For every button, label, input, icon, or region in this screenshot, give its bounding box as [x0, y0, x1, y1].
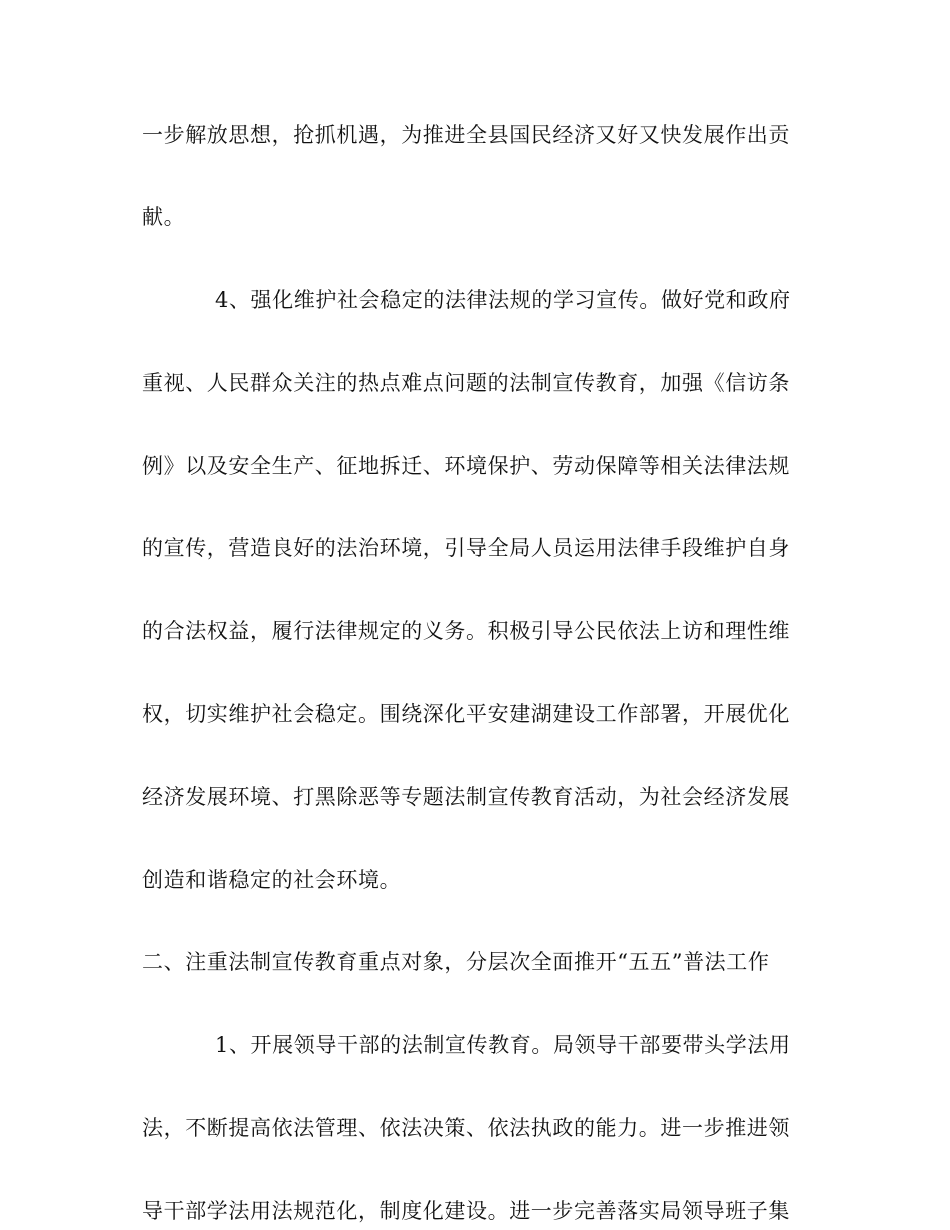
paragraph-line: 的宣传，营造良好的法治环境，引导全局人员运用法律手段维护自身	[142, 536, 790, 560]
paragraph-line: 的合法权益，履行法律规定的义务。积极引导公民依法上访和理性维	[142, 619, 790, 643]
paragraph-line: 创造和谐稳定的社会环境。	[142, 868, 402, 892]
paragraph-line: 4、强化维护社会稳定的法律法规的学习宣传。做好党和政府	[215, 288, 791, 312]
paragraph-line: 权，切实维护社会稳定。围绕深化平安建湖建设工作部署，开展优化	[142, 702, 790, 726]
paragraph-line: 献。	[142, 205, 186, 229]
paragraph-line: 经济发展环境、打黑除恶等专题法制宣传教育活动，为社会经济发展	[142, 785, 790, 809]
paragraph-line: 一步解放思想，抢抓机遇，为推进全县国民经济又好又快发展作出贡	[142, 123, 790, 147]
paragraph-line: 例》以及安全生产、征地拆迁、环境保护、劳动保障等相关法律法规	[142, 454, 790, 478]
paragraph-line: 重视、人民群众关注的热点难点问题的法制宣传教育，加强《信访条	[142, 371, 790, 395]
paragraph-line: 法，不断提高依法管理、依法决策、依法执政的能力。进一步推进领	[142, 1116, 790, 1140]
paragraph-line: 1、开展领导干部的法制宣传教育。局领导干部要带头学法用	[215, 1033, 791, 1057]
paragraph-line: 导干部学法用法规范化，制度化建设。进一步完善落实局领导班子集	[142, 1199, 790, 1223]
section-heading: 二、注重法制宣传教育重点对象，分层次全面推开“五五”普法工作	[142, 950, 770, 974]
